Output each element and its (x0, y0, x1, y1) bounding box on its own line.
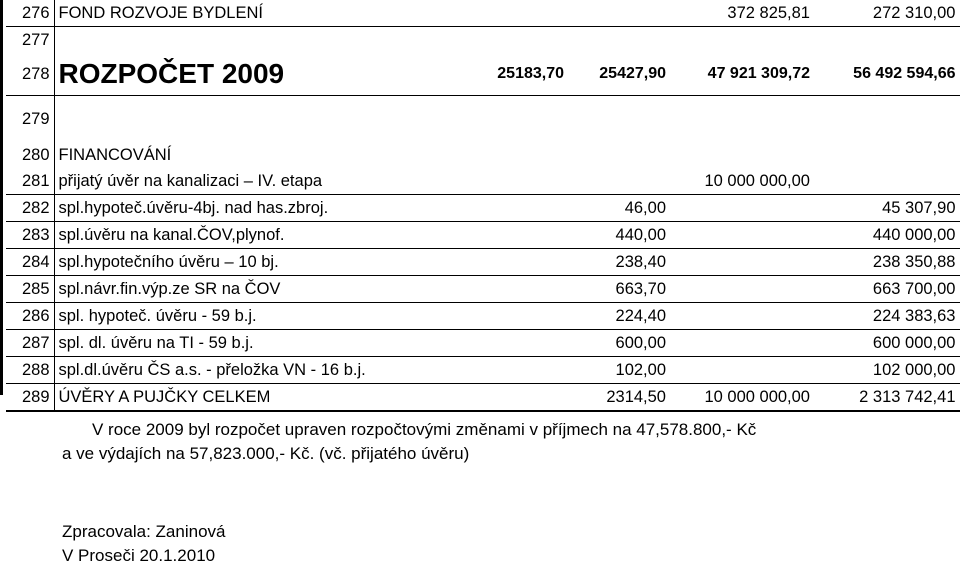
row-label: spl.hypoteč.úvěru-4bj. nad has.zbroj. (54, 195, 460, 222)
row-number: 286 (6, 303, 54, 330)
table-row (6, 384, 960, 412)
row-label: přijatý úvěr na kanalizaci – IV. etapa (54, 168, 460, 195)
row-label (54, 27, 460, 54)
value-col-4 (814, 168, 960, 195)
row-label: spl.úvěru na kanal.ČOV,plynof. (54, 222, 460, 249)
budget-note-line1: V roce 2009 byl rozpočet upraven rozpočtovými změnami v příjmech na 47,578.800,- Kč (92, 420, 757, 439)
value-col-4: 272 310,00 (814, 0, 960, 27)
row-number: 287 (6, 330, 54, 357)
value-col-3 (670, 142, 814, 168)
table-row (6, 53, 960, 96)
value-col-3 (670, 96, 814, 143)
value-col-2 (568, 142, 670, 168)
value-col-2: 25427,90 (568, 53, 670, 96)
table-row (6, 142, 960, 168)
value-col-1 (460, 303, 568, 330)
value-col-3 (670, 222, 814, 249)
row-label: FINANCOVÁNÍ (54, 142, 460, 168)
row-number: 279 (6, 96, 54, 143)
value-col-3 (670, 27, 814, 54)
row-label: spl.hypotečního úvěru – 10 bj. (54, 249, 460, 276)
value-col-1 (460, 222, 568, 249)
row-number: 282 (6, 195, 54, 222)
value-col-4: 663 700,00 (814, 276, 960, 303)
value-col-4: 45 307,90 (814, 195, 960, 222)
place-date: V Proseči 20.1.2010 (62, 546, 216, 565)
value-col-2 (568, 0, 670, 27)
row-number: 284 (6, 249, 54, 276)
value-col-1 (460, 249, 568, 276)
row-number: 280 (6, 142, 54, 168)
value-col-4 (814, 96, 960, 143)
table-row (6, 249, 960, 276)
value-col-1 (460, 142, 568, 168)
row-number: 278 (6, 53, 54, 96)
value-col-2: 600,00 (568, 330, 670, 357)
row-label: spl. hypoteč. úvěru - 59 b.j. (54, 303, 460, 330)
value-col-2: 238,40 (568, 249, 670, 276)
value-col-2 (568, 168, 670, 195)
row-number: 281 (6, 168, 54, 195)
row-number: 288 (6, 357, 54, 384)
value-col-2 (568, 96, 670, 143)
value-col-3 (670, 303, 814, 330)
value-col-4 (814, 142, 960, 168)
value-col-3 (670, 330, 814, 357)
sheet-left-border (0, 0, 3, 395)
value-col-1 (460, 0, 568, 27)
value-col-1 (460, 357, 568, 384)
value-col-3 (670, 195, 814, 222)
value-col-4 (814, 27, 960, 54)
value-col-2 (568, 27, 670, 54)
value-col-4: 2 313 742,41 (814, 384, 960, 412)
value-col-4: 102 000,00 (814, 357, 960, 384)
row-label: spl.návr.fin.výp.ze SR na ČOV (54, 276, 460, 303)
row-number: 289 (6, 384, 54, 412)
table-row (6, 222, 960, 249)
budget-table (6, 0, 960, 412)
row-number: 283 (6, 222, 54, 249)
value-col-2: 663,70 (568, 276, 670, 303)
value-col-4: 440 000,00 (814, 222, 960, 249)
value-col-2: 102,00 (568, 357, 670, 384)
table-row (6, 195, 960, 222)
value-col-1: 25183,70 (460, 53, 568, 96)
prepared-by: Zpracovala: Zaninová (62, 522, 226, 541)
row-number: 285 (6, 276, 54, 303)
value-col-3 (670, 276, 814, 303)
row-label: FOND ROZVOJE BYDLENÍ (54, 0, 460, 27)
table-row (6, 330, 960, 357)
value-col-1 (460, 27, 568, 54)
value-col-2: 440,00 (568, 222, 670, 249)
value-col-3: 47 921 309,72 (670, 53, 814, 96)
value-col-1 (460, 276, 568, 303)
budget-note-line2: a ve výdajích na 57,823.000,- Kč. (vč. přijatého úvěru) (62, 444, 470, 463)
value-col-2: 224,40 (568, 303, 670, 330)
value-col-1 (460, 96, 568, 143)
table-row (6, 303, 960, 330)
value-col-4: 56 492 594,66 (814, 53, 960, 96)
row-number: 276 (6, 0, 54, 27)
row-label: spl.dl.úvěru ČS a.s. - přeložka VN - 16 b.j. (54, 357, 460, 384)
value-col-3: 10 000 000,00 (670, 384, 814, 412)
value-col-2: 2314,50 (568, 384, 670, 412)
table-row (6, 96, 960, 143)
value-col-4: 238 350,88 (814, 249, 960, 276)
value-col-3: 372 825,81 (670, 0, 814, 27)
row-label: spl. dl. úvěru na TI - 59 b.j. (54, 330, 460, 357)
table-row (6, 357, 960, 384)
table-row (6, 0, 960, 27)
row-label: ÚVĚRY A PUJČKY CELKEM (54, 384, 460, 412)
value-col-1 (460, 195, 568, 222)
table-row (6, 168, 960, 195)
value-col-3 (670, 357, 814, 384)
table-row (6, 276, 960, 303)
value-col-3 (670, 249, 814, 276)
value-col-3: 10 000 000,00 (670, 168, 814, 195)
value-col-1 (460, 330, 568, 357)
value-col-4: 600 000,00 (814, 330, 960, 357)
value-col-1 (460, 384, 568, 412)
row-label: ROZPOČET 2009 (54, 53, 460, 96)
value-col-2: 46,00 (568, 195, 670, 222)
value-col-4: 224 383,63 (814, 303, 960, 330)
value-col-1 (460, 168, 568, 195)
table-row (6, 27, 960, 54)
row-number: 277 (6, 27, 54, 54)
row-label (54, 96, 460, 143)
